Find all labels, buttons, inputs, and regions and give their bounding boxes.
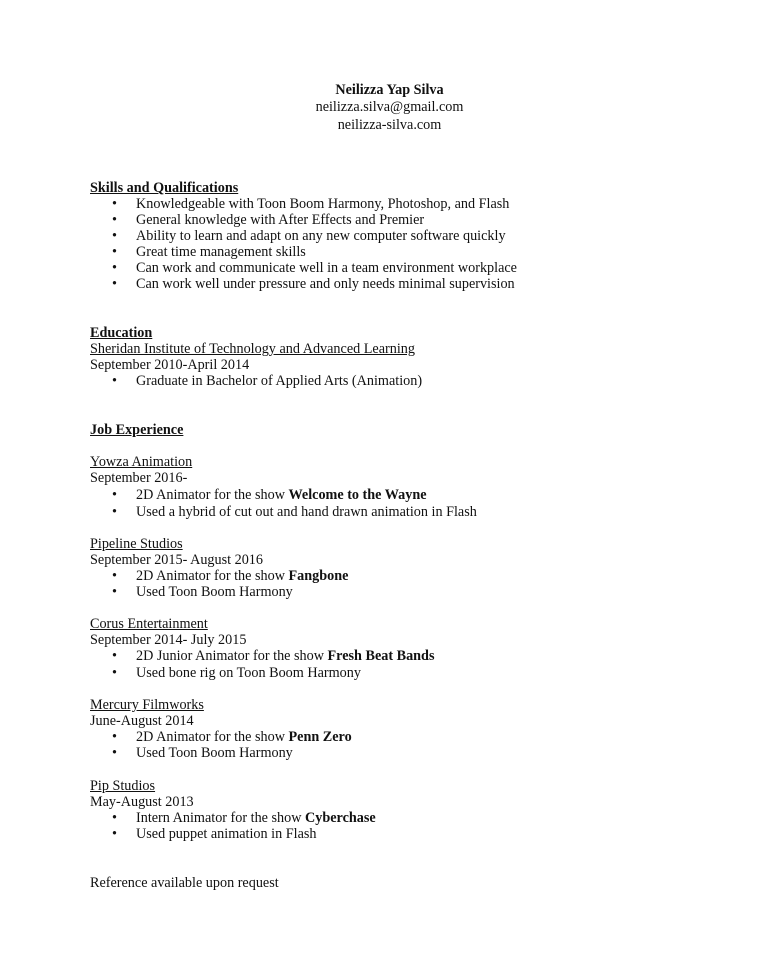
education-heading: Education [90,325,153,341]
bullet-icon: • [112,487,117,503]
job-company: Pip Studios [90,778,156,794]
bullet-icon: • [112,504,117,520]
bullet-icon: • [112,212,117,228]
bullet-icon: • [112,826,117,842]
bullet-icon: • [112,648,117,664]
experience-heading: Job Experience [90,422,184,438]
show-title: Fangbone [288,568,349,584]
bullet-icon: • [112,373,117,389]
bullet-icon: • [112,260,117,276]
job-dates: May-August 2013 [90,794,194,810]
bullet-icon: • [112,244,117,260]
resume-name: Neilizza Yap Silva [335,82,444,98]
bullet-icon: • [112,729,117,745]
resume-email: neilizza.silva@gmail.com [315,99,464,115]
resume-page: Neilizza Yap Silva neilizza.silva@gmail.com neilizza-silva.com Skills and Qualifications • Knowledgeable with Toon Boom Harmony, Photoshop, and Flash • General knowledge with After Effects and Premier • Ability to learn and adapt on any new computer software quickly • Great time management skills • Can work and communicate well in a team environment workplace • Can work well under pressure and only needs minimal supervision Education Sheridan Institute of Technology and Advanced Learning September 2010-April 2014 • Graduate in Bachelor of Applied Arts (Animation) Job Experience Yowza Animation September 2016- • 2D Animator for the show Welcome to the Wayne • Used a hybrid of cut out and hand drawn animation in Flash Pipeline Studios September 2015- August 2016 • 2D Animator for the show Fangbone • Used Toon Boom Harmony Corus Entertainment September 2014- July 2015 • 2D Junior Animator for the show Fresh Beat Bands • Used bone rig on Toon Boom Harmony Mercury Filmworks June-August 2014 • 2D Animator for the show Penn Zero • Used Toon Boom Harmony Pip Studios May-August 2013 • Intern Animator for the show Cyberchase • Used puppet animation in Flash Reference available upon request [0,0,779,957]
bullet-icon: • [112,228,117,244]
job-dates: September 2015- August 2016 [90,552,263,568]
bullet-icon: • [112,196,117,212]
bullet-icon: • [112,665,117,681]
skills-heading: Skills and Qualifications [90,180,239,196]
show-title: Cyberchase [305,810,376,826]
reference-note: Reference available upon request [90,875,279,891]
job-dates: June-August 2014 [90,713,194,729]
bullet-icon: • [112,584,117,600]
school-name: Sheridan Institute of Technology and Advanced Learning [90,341,415,357]
job-company: Yowza Animation [90,454,193,470]
resume-website: neilizza-silva.com [337,117,442,133]
show-title: Penn Zero [288,729,352,745]
show-title: Welcome to the Wayne [288,487,427,503]
bullet-icon: • [112,568,117,584]
show-title: Fresh Beat Bands [327,648,435,664]
job-dates: September 2016- [90,470,188,486]
bullet-icon: • [112,810,117,826]
bullet-icon: • [112,276,117,292]
job-company: Pipeline Studios [90,536,183,552]
job-company: Mercury Filmworks [90,697,204,713]
job-dates: September 2014- July 2015 [90,632,247,648]
job-company: Corus Entertainment [90,616,208,632]
bullet-icon: • [112,745,117,761]
education-dates: September 2010-April 2014 [90,357,250,373]
